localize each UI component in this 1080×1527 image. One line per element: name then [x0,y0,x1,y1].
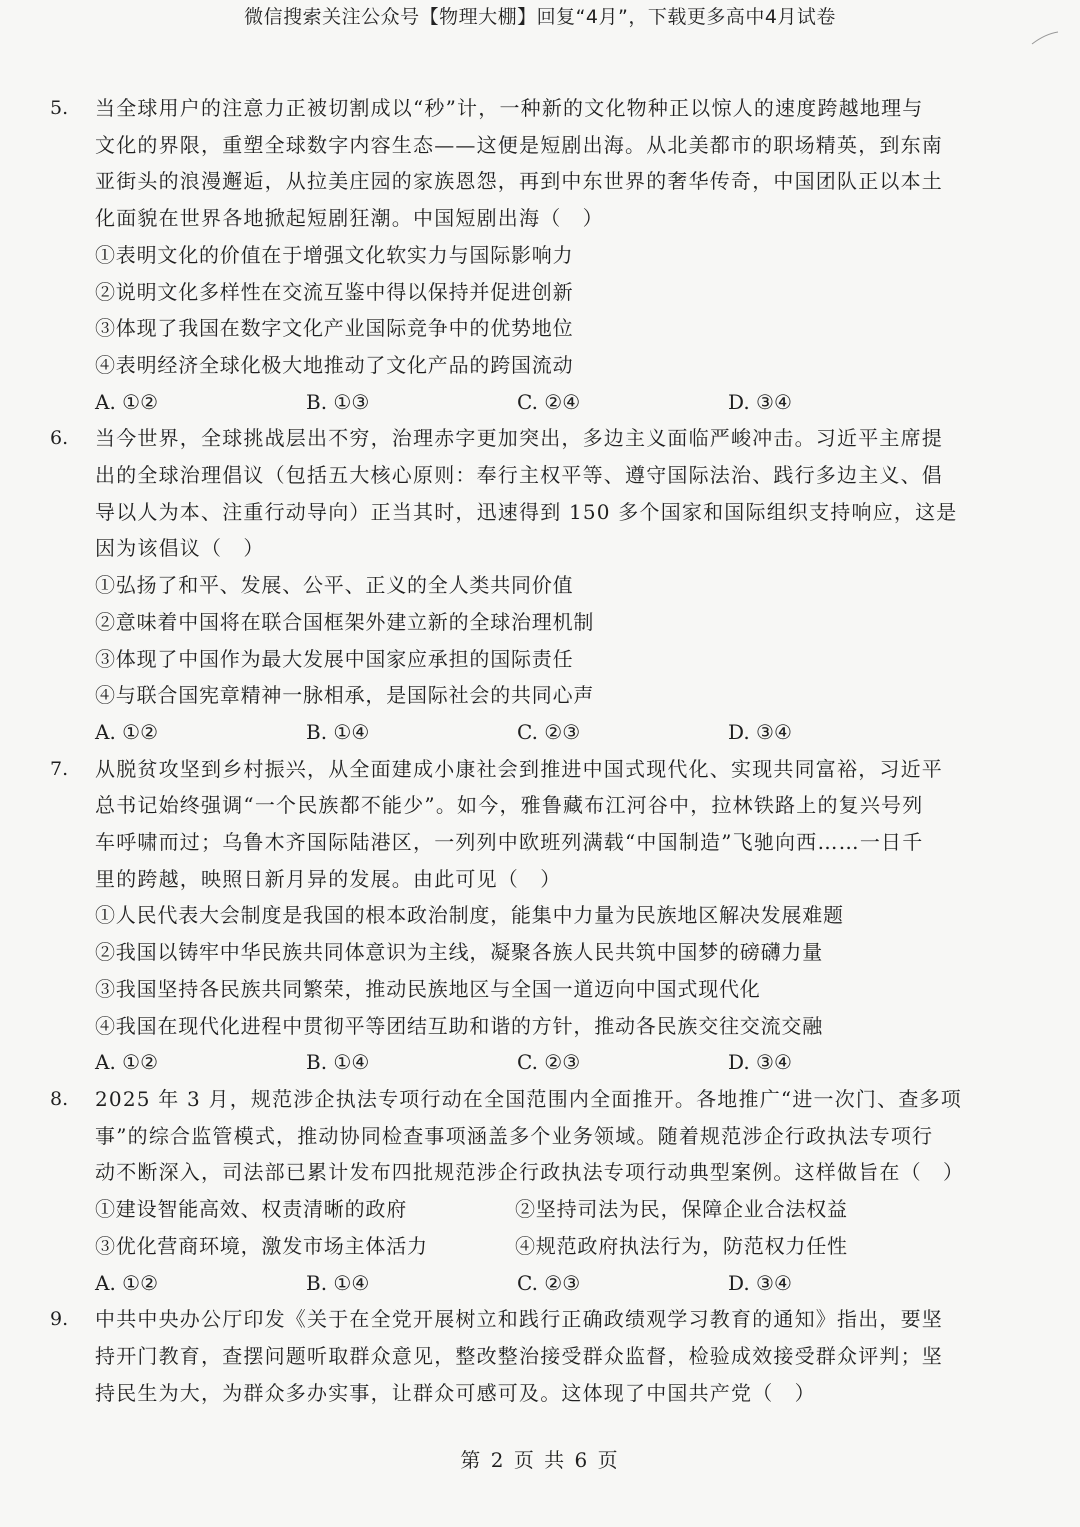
question-stem-line: 化面貌在世界各地掀起短剧狂潮。中国短剧出海（ ） [95,206,604,231]
question-8 [50,1081,965,1301]
question-stem-line: 总书记始终强调“一个民族都不能少”。如今，雅鲁藏布江河谷中，拉林铁路上的复兴号列 [95,793,924,818]
statement-option: ③我国坚持各民族共同繁荣，推动民族地区与全国一道迈向中国式现代化 [95,976,761,1001]
question-stem-line: 动不断深入，司法部已累计发布四批规范涉企行政执法专项行动典型案例。这样做旨在（ ） [95,1160,965,1185]
choice-d: D. ③④ [728,1050,792,1075]
question-number: 8. [50,1087,69,1110]
question-7 [50,751,950,1081]
statement-option-row [95,1191,950,1228]
statement-option: ②坚持司法为民，保障企业合法权益 [515,1197,848,1222]
choice-b: B. ①④ [306,719,370,744]
question-number: 5. [50,97,69,119]
choice-a: A. ①② [95,719,159,744]
question-number: 7. [50,757,69,780]
question-9 [50,1301,950,1411]
question-stem-line: 出的全球治理倡议（包括五大核心原则：奉行主权平等、遵守国际法治、践行多边主义、倡 [95,463,943,488]
choice-b: B. ①④ [306,1050,370,1075]
statement-option: ②说明文化多样性在交流互鉴中得以保持并促进创新 [95,279,574,304]
statement-option: ④我国在现代化进程中贯彻平等团结互助和谐的方针，推动各民族交往交流交融 [95,1013,823,1038]
statement-option: ③体现了中国作为最大发展中国家应承担的国际责任 [95,646,574,671]
statement-option: ④与联合国宪章精神一脉相承，是国际社会的共同心声 [95,683,595,708]
statement-option: ②我国以铸牢中华民族共同体意识为主线，凝聚各族人民共筑中国梦的磅礴力量 [95,940,823,965]
question-stem-line: 当今世界，全球挑战层出不穷，治理赤字更加突出，多边主义面临严峻冲击。习近平主席提 [95,426,943,451]
question-number: 9. [50,1308,69,1331]
watermark-banner: 微信搜索关注公众号【物理大棚】回复“4月”，下载更多高中4月试卷 [244,6,836,28]
statement-option-row [95,1228,950,1265]
question-stem-line: 亚街头的浪漫邂逅，从拉美庄园的家族恩怨，再到中东世界的奢华传奇，中国团队正以本土 [95,169,943,194]
choice-c: C. ②③ [517,1050,581,1075]
question-5 [50,90,950,420]
choice-a: A. ①② [95,1270,159,1295]
choice-c: C. ②③ [517,1270,581,1295]
question-6 [50,420,958,750]
answer-choices [95,1265,950,1302]
statement-option: ①弘扬了和平、发展、公平、正义的全人类共同价值 [95,573,574,598]
choice-c: C. ②③ [517,719,581,744]
question-stem-line: 中共中央办公厅印发《关于在全党开展树立和践行正确政绩观学习教育的通知》指出，要坚 [95,1307,943,1332]
question-stem-line: 事”的综合监管模式，推动协同检查事项涵盖多个业务领域。随着规范涉企行政执法专项行 [95,1123,934,1148]
exam-page [50,90,965,1411]
answer-choices [95,1044,950,1081]
question-stem-line: 文化的界限，重塑全球数字内容生态——这便是短剧出海。从北美都市的职场精英，到东南 [95,132,943,157]
choice-b: B. ①④ [306,1270,370,1295]
statement-option: ①人民代表大会制度是我国的根本政治制度，能集中力量为民族地区解决发展难题 [95,903,844,928]
page-fold-mark [1030,30,1060,50]
question-stem-line: 当全球用户的注意力正被切割成以“秒”计，一种新的文化物种正以惊人的速度跨越地理与 [95,96,924,120]
statement-option: ③体现了我国在数字文化产业国际竞争中的优势地位 [95,316,574,341]
choice-b: B. ①③ [306,389,370,414]
choice-c: C. ②④ [517,389,581,414]
statement-option: ④表明经济全球化极大地推动了文化产品的跨国流动 [95,352,574,377]
choice-a: A. ①② [95,389,159,414]
question-stem-line: 持开门教育，查摆问题听取群众意见，整改整治接受群众监督，检验成效接受群众评判；坚 [95,1343,943,1368]
answer-choices [95,714,950,751]
question-stem-line: 2025 年 3 月，规范涉企执法专项行动在全国范围内全面推开。各地推广“进一次门、查多项 [95,1086,962,1111]
question-stem-line: 导以人为本、注重行动导向）正当其时，迅速得到 150 多个国家和国际组织支持响应，这是 [95,499,958,524]
question-stem-line: 车呼啸而过；乌鲁木齐国际陆港区，一列列中欧班列满载“中国制造”飞驰向西……一日千 [95,830,924,855]
statement-option: ④规范政府执法行为，防范权力任性 [515,1233,848,1258]
statement-option: ①建设智能高效、权责清晰的政府 [95,1197,407,1222]
question-stem-line: 因为该倡议（ ） [95,536,265,561]
question-number: 6. [50,427,69,450]
question-stem-line: 持民生为大，为群众多办实事，让群众可感可及。这体现了中国共产党（ ） [95,1380,816,1405]
choice-d: D. ③④ [728,719,792,744]
choice-d: D. ③④ [728,1270,792,1295]
statement-option: ①表明文化的价值在于增强文化软实力与国际影响力 [95,242,574,267]
question-stem-line: 从脱贫攻坚到乡村振兴，从全面建成小康社会到推进中国式现代化、实现共同富裕，习近平 [95,756,943,781]
answer-choices [95,384,950,421]
statement-option: ②意味着中国将在联合国框架外建立新的全球治理机制 [95,609,595,634]
question-stem-line: 里的跨越，映照日新月异的发展。由此可见（ ） [95,866,562,891]
page-footer: 第 2 页 共 6 页 [460,1448,620,1472]
statement-option: ③优化营商环境，激发市场主体活力 [95,1233,428,1258]
choice-a: A. ①② [95,1050,159,1075]
choice-d: D. ③④ [728,389,792,414]
